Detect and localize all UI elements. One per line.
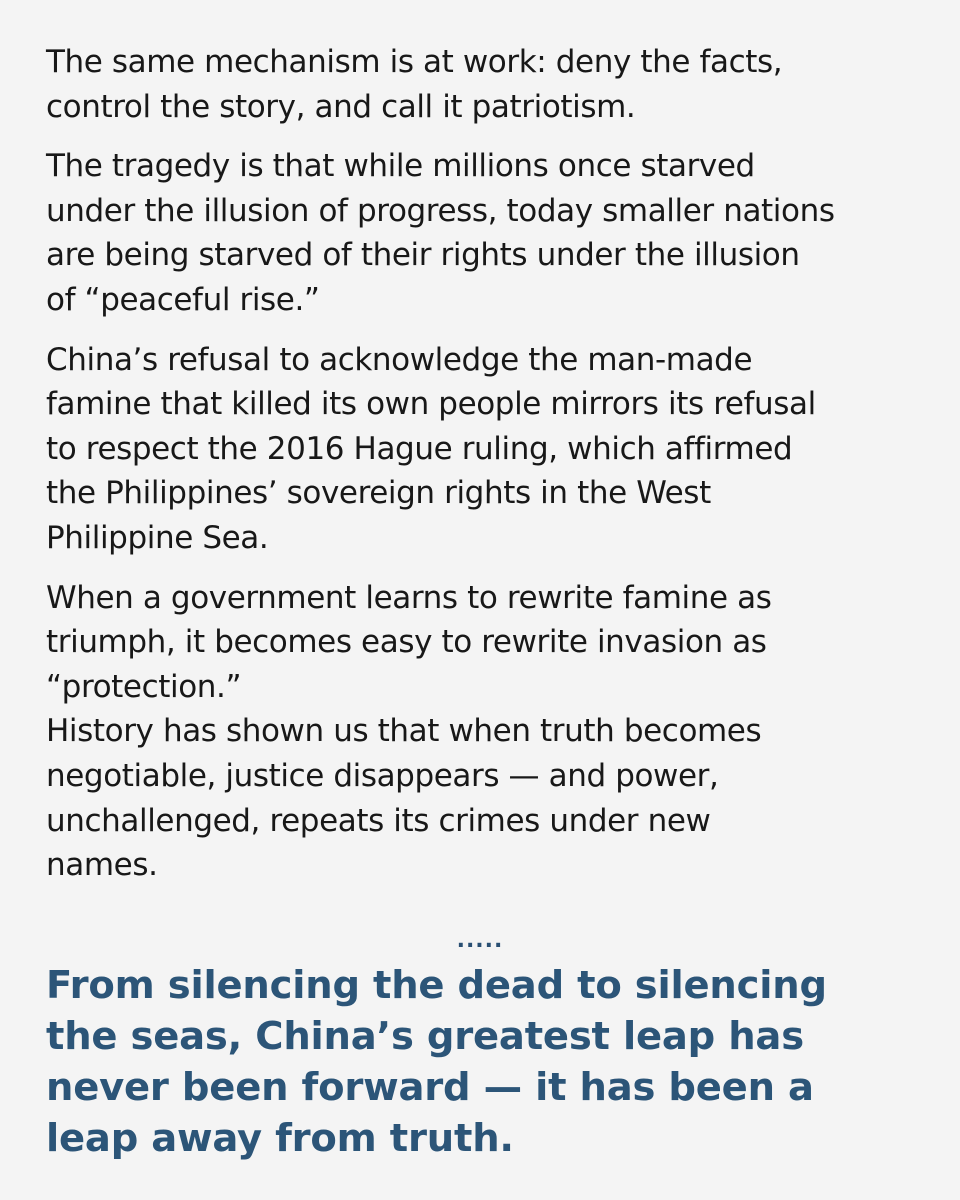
closing-statement: From silencing the dead to silencing the seas, China’s greatest leap has never been forward — it has been a leap away from truth. [46,962,827,1161]
paragraph-history: History has shown us that when truth becomes negotiable, justice disappears — and power, unchallenged, repeats its crimes under new names. [46,713,762,884]
paragraph-mechanism: The same mechanism is at work: deny the facts, control the story, and call it patriotism. [46,44,783,125]
paragraph-refusal: China’s refusal to acknowledge the man-made famine that killed its own people mirrors its refusal to respect the 2016 Hague ruling, which affirmed the Philippines’ sovereign rights in the West Philippine Sea. [46,341,816,556]
paragraph-rewrite: When a government learns to rewrite famine as triumph, it becomes easy to rewrite invasion as “protection.” [46,579,772,705]
article-body [46,40,926,1164]
paragraph-tragedy: The tragedy is that while millions once starved under the illusion of progress, today smaller nations are being starved of their rights under the illusion of “peaceful rise.” [46,148,835,318]
section-divider: ..... [456,927,504,953]
